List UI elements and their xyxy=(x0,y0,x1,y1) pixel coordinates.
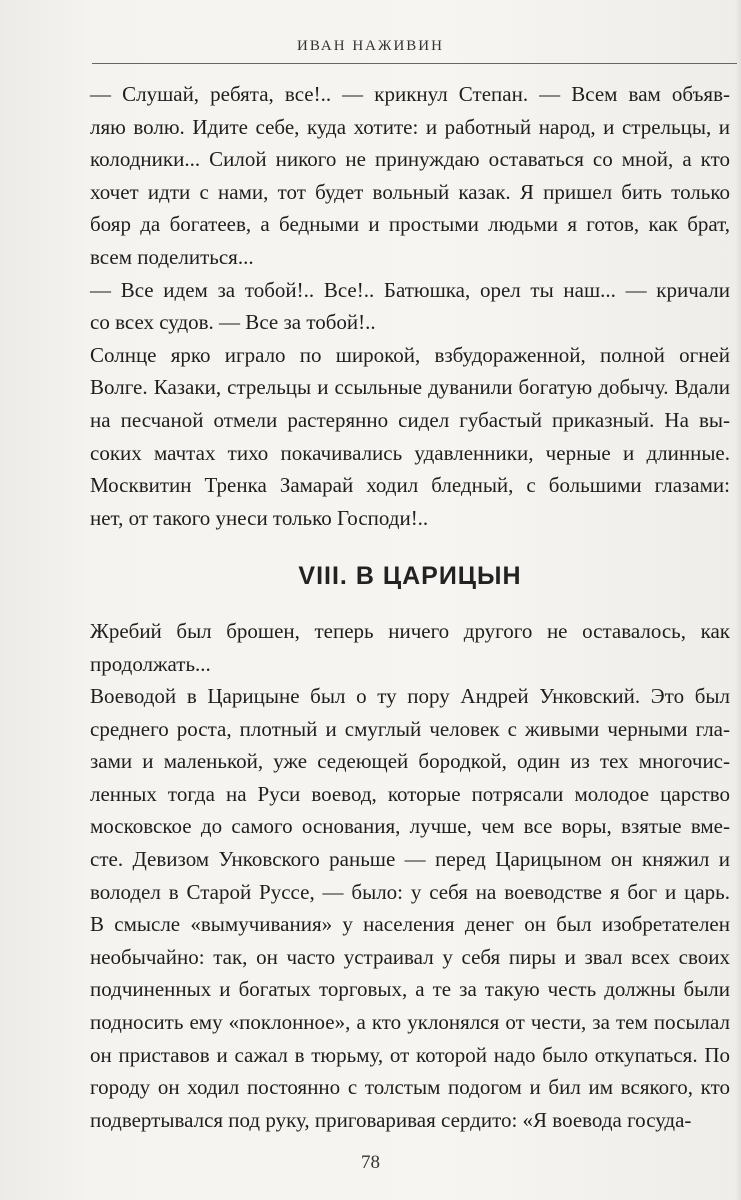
header-rule xyxy=(92,63,737,64)
page-edge-shadow xyxy=(735,0,741,1200)
chapter-title: VIII. В ЦАРИЦЫН xyxy=(298,562,522,591)
paragraph: Воеводой в Царицыне был о ту пору Андрей Унковский. Это был среднего роста, плотный и смуглый человек с живыми черными гла- зами и маленькой, уже седеющей бородкой, один из тех многочис- ленных тогда на Руси воевод, которые потрясали молодое царство московское до самого основания, лучше, чем все воры, взятые вме- сте. Девизом Унковского раньше — перед Царицыном он княжил и володел в Старой Руссе, — было: у себя на воеводстве я бог и царь. В смысле «вымучивания» у населения денег он был изобретателен необычайно: так, он часто устраивал у себя пиры и звал всех своих подчиненных и богатых торговых, а те за такую честь должны были подносить ему «поклонное», а кто уклонялся от чести, за тем посылал он приставов и сажал в тюрьму, от которой надо было откупаться. По городу он ходил постоянно с толстым подогом и бил им всякого, кто подвертывался под руку, приговаривая сердито: «Я воевода госуда- xyxy=(90,684,730,1132)
paragraph: Жребий был брошен, теперь ничего другого не оставалось, как продолжать... xyxy=(90,618,730,676)
page-number: 78 xyxy=(361,1152,380,1173)
paragraph: — Слушай, ребята, все!.. — крикнул Степан. — Всем вам объяв- ляю волю. Идите себе, куда хотите: и работный народ, и стрельцы, и колодники... Силой никого не принуждаю оставаться со мной, а кто хочет идти с нами, тот будет вольный казак. Я пришел бить только бояр да богатеев, а бедными и простыми людьми я готов, как брат, всем поделиться... xyxy=(90,82,730,269)
body-text xyxy=(90,78,730,1136)
paragraph: — Все идем за тобой!.. Все!.. Батюшка, орел ты наш... — кричали со всех судов. — Все за тобой!.. xyxy=(90,277,730,335)
paragraph: Солнце ярко играло по широкой, взбудораженной, полной огней Волге. Казаки, стрельцы и ссыльные дуванили богатую добычу. Вдали на песчаной отмели растерянно сидел губастый приказный. На вы- соких мачтах тихо покачивались удавленники, черные и длинные. Москвитин Тренка Замарай ходил бледный, с большими глазами: нет, от такого унеси только Господи!.. xyxy=(90,342,730,530)
running-head: ИВАН НАЖИВИН xyxy=(297,38,444,54)
